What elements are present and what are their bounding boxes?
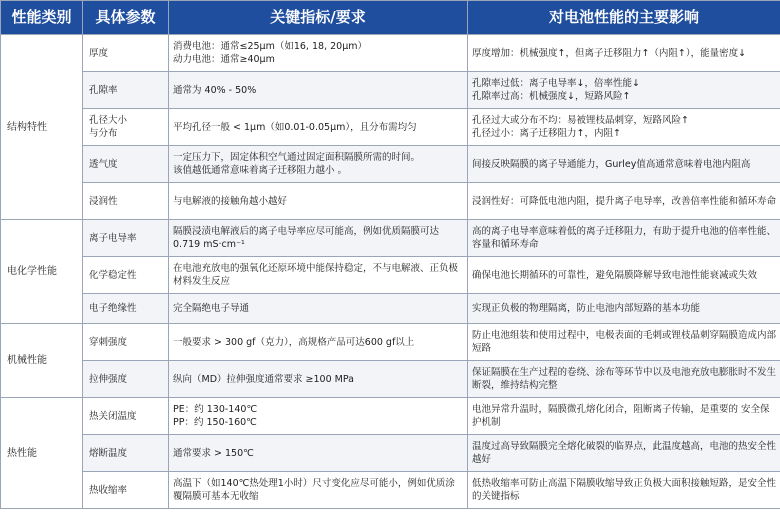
impact-cell: 低热收缩率可防止高温下隔膜收缩导致正负极大面积接触短路，是安全性的关键指标 xyxy=(468,472,780,509)
impact-cell: 孔径过大或分布不均：易被锂枝晶刺穿，短路风险↑ 孔径过小：离子迁移阻力↑，内阻↑ xyxy=(468,109,780,146)
metric-cell: 通常要求 > 150℃ xyxy=(169,435,468,472)
param-cell: 热收缩率 xyxy=(83,472,169,509)
metric-cell: 平均孔径一般 < 1μm（如0.01-0.05μm），且分布需均匀 xyxy=(169,109,468,146)
category-thermal: 热性能 xyxy=(1,398,83,509)
impact-cell: 保证隔膜在生产过程的卷绕、涂布等环节中以及电池充放电膨胀时不发生断裂，维持结构完整 xyxy=(468,361,780,398)
param-cell: 熔断温度 xyxy=(83,435,169,472)
impact-cell: 浸润性好：可降低电池内阻，提升离子电导率，改善倍率性能和循环寿命 xyxy=(468,183,780,220)
param-cell: 电子绝缘性 xyxy=(83,294,169,324)
table-row xyxy=(1,35,780,72)
header-row xyxy=(1,1,780,35)
metric-cell: 完全隔绝电子导通 xyxy=(169,294,468,324)
table-row xyxy=(1,472,780,509)
param-cell: 孔隙率 xyxy=(83,72,169,109)
metric-cell: 纵向（MD）拉伸强度通常要求 ≥100 MPa xyxy=(169,361,468,398)
metric-cell: PE：约 130-140℃ PP：约 150-160℃ xyxy=(169,398,468,435)
category-structural: 结构特性 xyxy=(1,35,83,220)
param-cell: 拉伸强度 xyxy=(83,361,169,398)
metric-cell: 一定压力下，固定体积空气通过固定面积隔膜所需的时间。 该值越低通常意味着离子迁移阻力越小 。 xyxy=(169,146,468,183)
table-row xyxy=(1,435,780,472)
metric-cell: 在电池充放电的强氧化还原环境中能保持稳定，不与电解液、正负极材料发生反应 xyxy=(169,257,468,294)
param-cell: 穿刺强度 xyxy=(83,324,169,361)
table-row xyxy=(1,324,780,361)
category-electrochemical: 电化学性能 xyxy=(1,220,83,324)
param-cell: 透气度 xyxy=(83,146,169,183)
impact-cell: 孔隙率过低：离子电导率↓，倍率性能↓ 孔隙率过高：机械强度↓，短路风险↑ xyxy=(468,72,780,109)
impact-cell: 温度过高导致隔膜完全熔化破裂的临界点，此温度越高，电池的热安全性越好 xyxy=(468,435,780,472)
impact-cell: 防止电池组装和使用过程中，电极表面的毛刺或锂枝晶刺穿隔膜造成内部短路 xyxy=(468,324,780,361)
impact-cell: 电池异常升温时，隔膜微孔熔化闭合，阻断离子传输，是重要的 安全保护机制 xyxy=(468,398,780,435)
metric-cell: 通常为 40% - 50% xyxy=(169,72,468,109)
header-impact: 对电池性能的主要影响 xyxy=(468,1,780,35)
table-row xyxy=(1,398,780,435)
table-row xyxy=(1,257,780,294)
metric-cell: 与电解液的接触角越小越好 xyxy=(169,183,468,220)
impact-cell: 间接反映隔膜的离子导通能力，Gurley值高通常意味着电池内阻高 xyxy=(468,146,780,183)
param-cell: 孔径大小 与分布 xyxy=(83,109,169,146)
param-cell: 浸润性 xyxy=(83,183,169,220)
metric-cell: 一般要求 > 300 gf（克力），高规格产品可达600 gf以上 xyxy=(169,324,468,361)
impact-cell: 确保电池长期循环的可靠性，避免隔膜降解导致电池性能衰减或失效 xyxy=(468,257,780,294)
param-cell: 化学稳定性 xyxy=(83,257,169,294)
table-row xyxy=(1,146,780,183)
param-cell: 厚度 xyxy=(83,35,169,72)
impact-cell: 实现正负极的物理隔离，防止电池内部短路的基本功能 xyxy=(468,294,780,324)
metric-cell: 高温下（如140℃热处理1小时）尺寸变化应尽可能小，例如优质涂覆隔膜可基本无收缩 xyxy=(169,472,468,509)
header-parameter: 具体参数 xyxy=(83,1,169,35)
table-row xyxy=(1,294,780,324)
metric-cell: 消费电池：通常≤25μm（如16, 18, 20μm） 动力电池：通常≥40μm xyxy=(169,35,468,72)
metric-cell: 隔膜浸渍电解液后的离子电导率应尽可能高，例如优质隔膜可达 0.719 mS·cm⁻¹ xyxy=(169,220,468,257)
table-row xyxy=(1,72,780,109)
impact-cell: 高的离子电导率意味着低的离子迁移阻力，有助于提升电池的倍率性能、容量和循环寿命 xyxy=(468,220,780,257)
table-row xyxy=(1,183,780,220)
header-category: 性能类别 xyxy=(1,1,83,35)
table-row xyxy=(1,361,780,398)
header-metric: 关键指标/要求 xyxy=(169,1,468,35)
category-mechanical: 机械性能 xyxy=(1,324,83,398)
impact-cell: 厚度增加：机械强度↑，但离子迁移阻力↑（内阻↑），能量密度↓ xyxy=(468,35,780,72)
param-cell: 热关闭温度 xyxy=(83,398,169,435)
param-cell: 离子电导率 xyxy=(83,220,169,257)
table-row xyxy=(1,220,780,257)
table-row xyxy=(1,109,780,146)
